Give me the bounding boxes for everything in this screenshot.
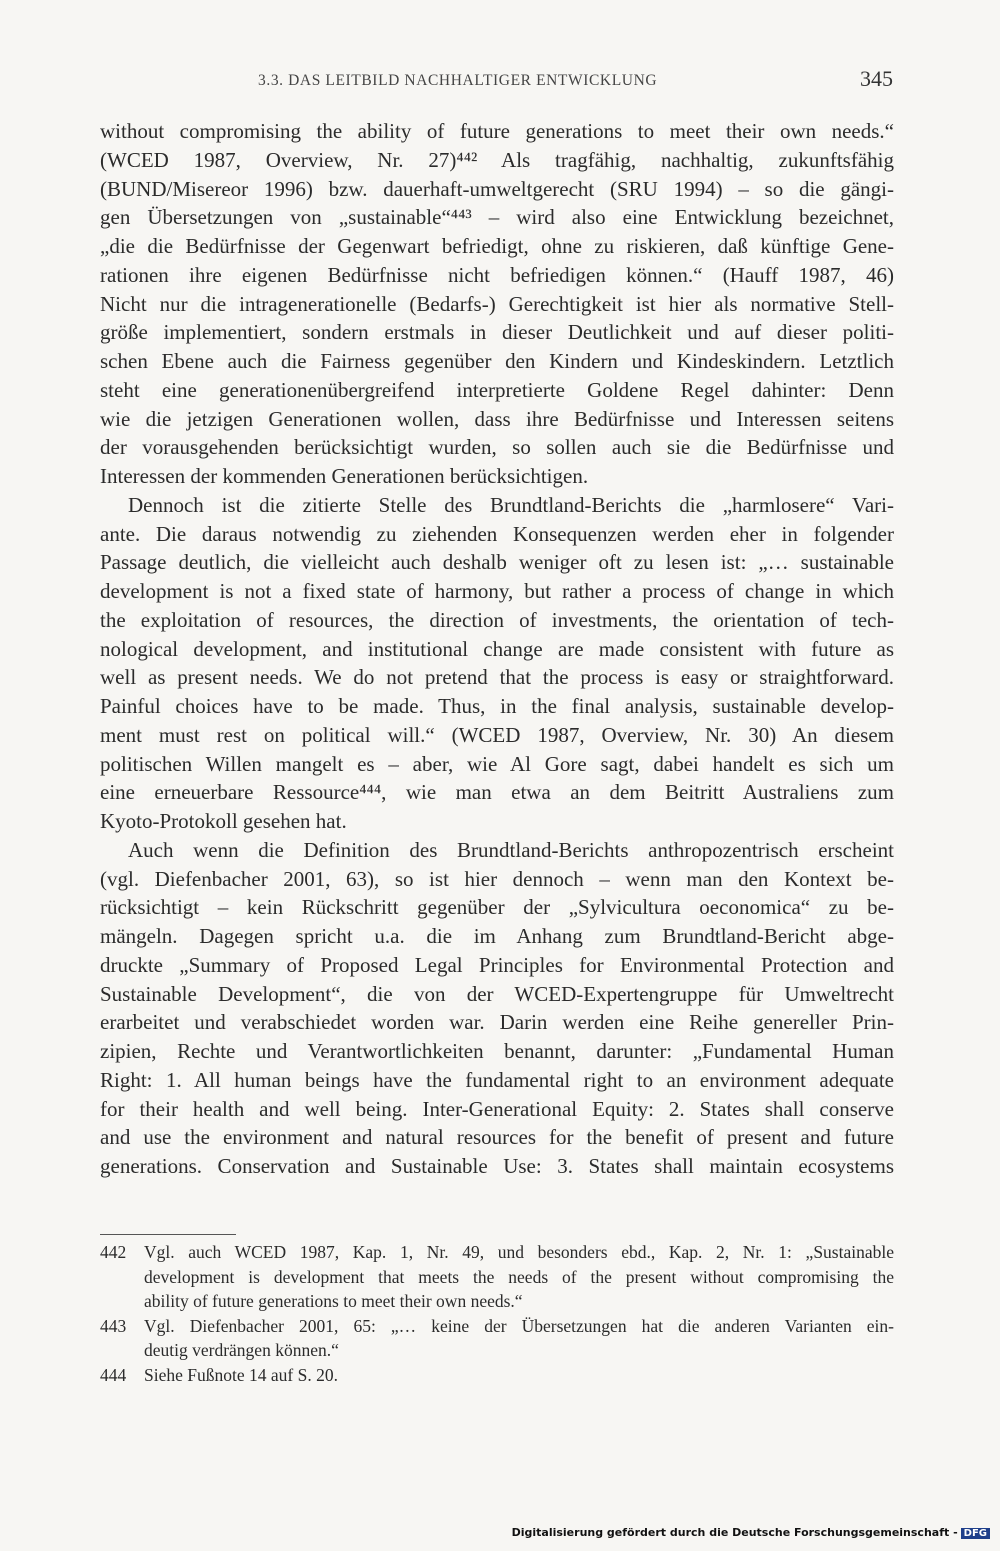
text-line: „die die Bedürfnisse der Gegenwart befriedigt, ohne zu riskieren, daß künftige Gene- (100, 234, 894, 258)
text-line: Painful choices have to be made. Thus, in the final analysis, sustainable develop- (100, 694, 894, 718)
text-line: (BUND/Misereor 1996) bzw. dauerhaft-umweltgerecht (SRU 1994) – so die gängi- (100, 176, 894, 201)
text-line: ment must rest on political will.“ (WCED 1987, Overview, Nr. 30) An diesem (100, 722, 894, 747)
footnote-line: development is development that meets the needs of the present without compromising the (144, 1266, 894, 1287)
text-line: without compromising the ability of future generations to meet their own needs.“ (100, 119, 894, 143)
footnote-line: Siehe Fußnote 14 auf S. 20. (144, 1364, 338, 1385)
text-line: eine erneuerbare Ressource⁴⁴⁴, wie man etwa an dem Beitritt Australiens zum (100, 780, 894, 805)
text-line: Nicht nur die intragenerationelle (Bedarfs-) Gerechtigkeit ist hier als normative Stell- (100, 291, 894, 316)
text-line: (vgl. Diefenbacher 2001, 63), so ist hier dennoch – wenn man den Kontext be- (100, 866, 894, 891)
text-line: schen Ebene auch die Fairness gegenüber den Kindern und Kindeskindern. Letztlich (100, 349, 894, 373)
text-line: rationen ihre eigenen Bedürfnisse nicht befriedigen können.“ (Hauff 1987, 46) (100, 262, 894, 287)
text-line: Kyoto-Protokoll gesehen hat. (100, 809, 347, 833)
text-line: (WCED 1987, Overview, Nr. 27)⁴⁴² Als tragfähig, nachhaltig, zukunftsfähig (100, 147, 894, 172)
text-line: ante. Die daraus notwendig zu ziehenden Konsequenzen werden eher in folgender (100, 521, 894, 546)
text-line: Auch wenn die Definition des Brundtland-Berichts anthropozentrisch erscheint (128, 837, 894, 862)
text-line: and use the environment and natural resources for the benefit of present and future (100, 1125, 894, 1150)
running-title: 3.3. DAS LEITBILD NACHHALTIGER ENTWICKLUNG (258, 72, 658, 89)
text-line: nological development, and institutional change are made consistent with future as (100, 636, 894, 661)
text-line: the exploitation of resources, the direction of investments, the orientation of tech- (100, 607, 894, 632)
footnote-number: 442 (100, 1242, 127, 1262)
footnote-444 (100, 1363, 894, 1388)
main-text (100, 117, 894, 1181)
text-line: mängeln. Dagegen spricht u.a. die im Anhang zum Brundtland-Bericht abge- (100, 924, 894, 948)
footnote-divider (100, 1234, 236, 1235)
footnote-line: Vgl. Diefenbacher 2001, 65: „… keine der Übersetzungen hat die anderen Varianten ein- (144, 1315, 894, 1336)
footnotes (100, 1240, 894, 1387)
dfg-logo: DFG (961, 1528, 990, 1539)
text-line: well as present needs. We do not pretend that the process is easy or straightforward. (100, 665, 894, 690)
text-line: Dennoch ist die zitierte Stelle des Brundtland-Berichts die „harmlosere“ Vari- (128, 492, 894, 517)
text-line: Right: 1. All human beings have the fundamental right to an environment adequate (100, 1067, 894, 1092)
text-line: Sustainable Development“, die von der WCED-Expertengruppe für Umweltrecht (100, 981, 894, 1006)
text-line: gen Übersetzungen von „sustainable“⁴⁴³ – wird also eine Entwicklung bezeichnet, (100, 205, 894, 230)
footnote-number: 444 (100, 1364, 127, 1385)
text-line: erarbeitet und verabschiedet worden war. Darin werden eine Reihe genereller Prin- (100, 1010, 894, 1035)
text-line: größe implementiert, sondern erstmals in dieser Deutlichkeit und auf dieser politi- (100, 320, 894, 345)
page-number: 345 (860, 66, 893, 91)
text-line: Interessen der kommenden Generationen berücksichtigen. (100, 464, 589, 488)
text-line: rücksichtigt – kein Rückschritt gegenüber der „Sylvicultura oeconomica“ zu be- (100, 895, 894, 920)
text-line: generations. Conservation and Sustainable Use: 3. States shall maintain ecosystems (100, 1154, 894, 1178)
footnote-line: Vgl. auch WCED 1987, Kap. 1, Nr. 49, und besonders ebd., Kap. 2, Nr. 1: „Sustainable (144, 1242, 894, 1262)
text-line: Passage deutlich, die vielleicht auch deshalb weniger oft zu lesen ist: „… sustainable (100, 550, 894, 575)
text-line: druckte „Summary of Proposed Legal Principles for Environmental Protection and (100, 952, 894, 977)
footer-text: Digitalisierung gefördert durch die Deutsche Forschungsgemeinschaft - (511, 1526, 958, 1539)
text-line: wie die jetzigen Generationen wollen, dass ihre Bedürfnisse und Interessen seitens (100, 406, 894, 431)
page-header (100, 66, 895, 96)
footnote-442 (100, 1240, 894, 1314)
text-line: steht eine generationenübergreifend interpretierte Goldene Regel dahinter: Denn (100, 377, 894, 402)
footnote-line: ability of future generations to meet their own needs.“ (144, 1291, 523, 1311)
text-line: der vorausgehenden berücksichtigt wurden, so sollen auch sie die Bedürfnisse und (100, 435, 894, 460)
text-line: politischen Willen mangelt es – aber, wie Al Gore sagt, dabei handelt es sich um (100, 751, 894, 776)
text-line: zipien, Rechte und Verantwortlichkeiten benannt, darunter: „Fundamental Human (100, 1039, 894, 1063)
footnote-number: 443 (100, 1315, 127, 1336)
digitization-footer (512, 1526, 990, 1539)
text-line: development is not a fixed state of harmony, but rather a process of change in which (100, 579, 894, 603)
footnote-line: deutig verdrängen können.“ (144, 1340, 339, 1360)
footnote-443 (100, 1314, 894, 1363)
text-line: for their health and well being. Inter-Generational Equity: 2. States shall conserve (100, 1096, 894, 1121)
